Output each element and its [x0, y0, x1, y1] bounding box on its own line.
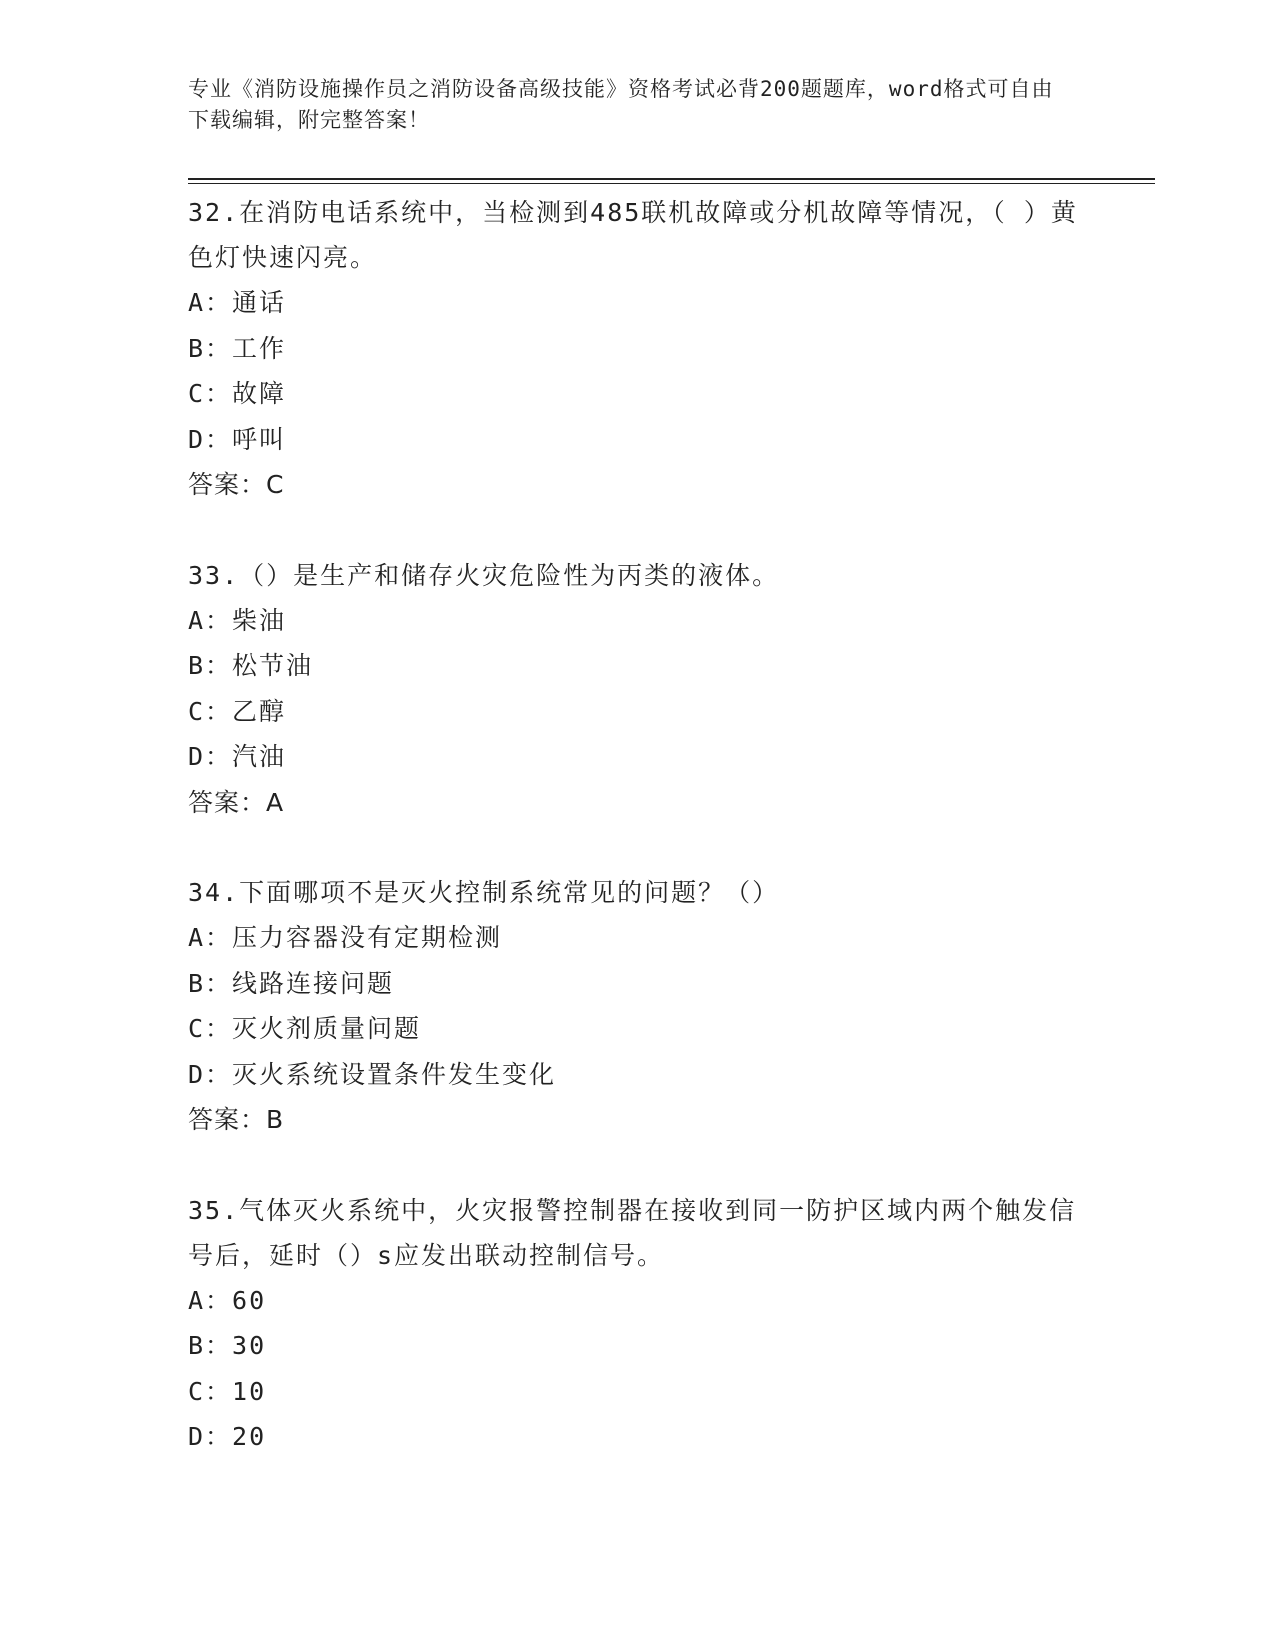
answer: 答案：A: [188, 787, 285, 817]
question-text: 35.气体灭火系统中，火灾报警控制器在接收到同一防护区域内两个触发信号后，延时（）s应发出联动控制信号。: [188, 1195, 1077, 1270]
option-c: C：乙醇: [188, 696, 287, 726]
document-intro: 专业《消防设施操作员之消防设备高级技能》资格考试必背200题题库，word格式可自由下载编辑，附完整答案！: [188, 77, 1054, 132]
question-32: [188, 190, 1088, 508]
option-c: C：故障: [188, 379, 287, 408]
answer: 答案：B: [188, 1105, 285, 1134]
question-list: [188, 190, 1088, 1460]
question-gap: [188, 1143, 1088, 1188]
option-c: C：10: [188, 1376, 267, 1406]
option-b: B：30: [188, 1331, 267, 1360]
question-gap: [188, 825, 1088, 870]
question-35: [188, 1188, 1088, 1460]
option-d: D：呼叫: [188, 424, 287, 454]
option-a: A：压力容器没有定期检测: [188, 923, 503, 952]
question-text: 33.（）是生产和储存火灾危险性为丙类的液体。: [188, 560, 780, 590]
question-text: 32.在消防电话系统中，当检测到485联机故障或分机故障等情况，（ ）黄色灯快速闪亮。: [188, 198, 1078, 272]
question-text: 34.下面哪项不是灭火控制系统常见的问题？（）: [188, 878, 780, 907]
question-gap: [188, 508, 1088, 553]
option-b: B：工作: [188, 333, 287, 363]
header-divider-thin: [188, 183, 1155, 184]
option-a: A：60: [188, 1285, 267, 1315]
question-34: [188, 870, 1088, 1143]
option-d: D：汽油: [188, 742, 287, 771]
header-divider-thick: [188, 178, 1155, 180]
option-b: B：线路连接问题: [188, 968, 395, 998]
option-d: D：灭火系统设置条件发生变化: [188, 1059, 557, 1089]
answer: 答案：C: [188, 470, 285, 499]
option-d: D：20: [188, 1422, 267, 1451]
option-a: A：柴油: [188, 605, 287, 635]
option-c: C：灭火剂质量问题: [188, 1014, 422, 1043]
option-b: B：松节油: [188, 651, 314, 680]
question-33: [188, 553, 1088, 826]
option-a: A：通话: [188, 288, 287, 317]
